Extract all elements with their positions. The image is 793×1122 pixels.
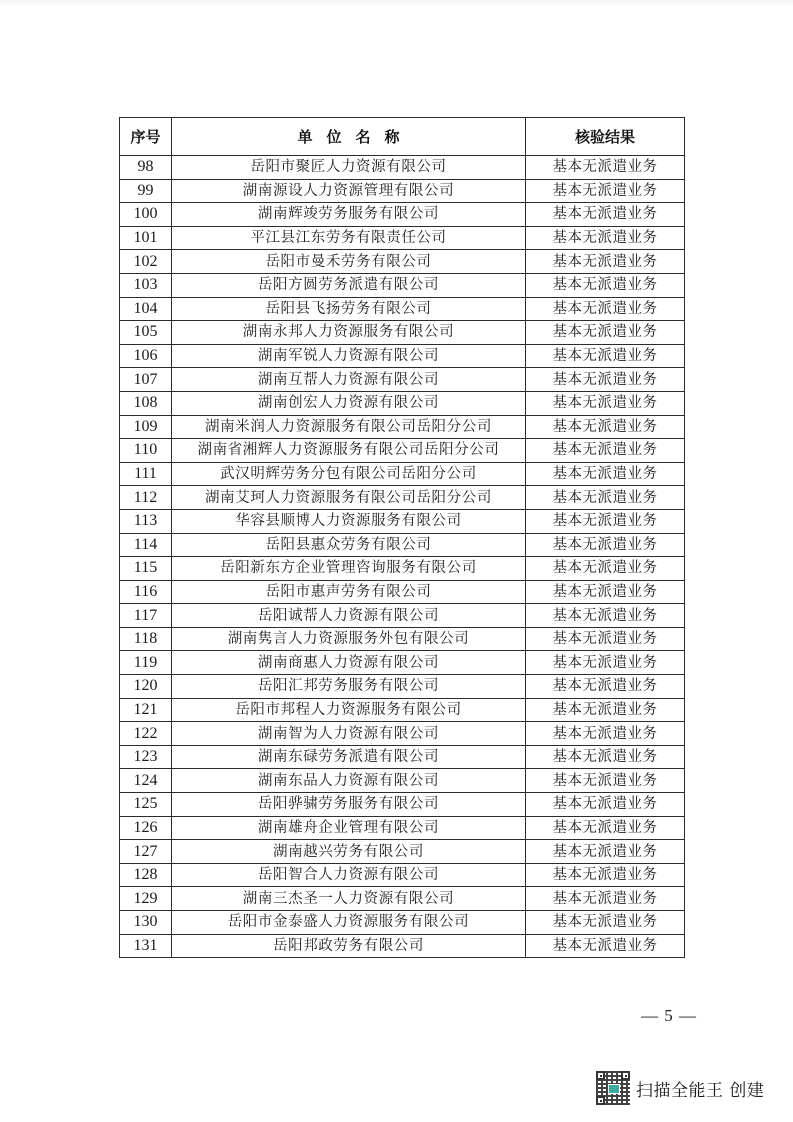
row-company-name: 湖南永邦人力资源服务有限公司 [172, 321, 526, 345]
row-verification-result: 基本无派遣业务 [526, 203, 685, 227]
table-row [120, 911, 685, 935]
row-seq: 111 [120, 462, 172, 486]
table-header-row [120, 118, 685, 156]
row-verification-result: 基本无派遣业务 [526, 840, 685, 864]
row-verification-result: 基本无派遣业务 [526, 509, 685, 533]
row-verification-result: 基本无派遣业务 [526, 557, 685, 581]
row-company-name: 岳阳骅骕劳务服务有限公司 [172, 793, 526, 817]
row-company-name: 岳阳市惠声劳务有限公司 [172, 580, 526, 604]
table-row [120, 887, 685, 911]
scanner-watermark [596, 1071, 764, 1105]
row-company-name: 岳阳市邦程人力资源服务有限公司 [172, 698, 526, 722]
table-row [120, 934, 685, 958]
row-verification-result: 基本无派遣业务 [526, 179, 685, 203]
row-verification-result: 基本无派遣业务 [526, 462, 685, 486]
row-verification-result: 基本无派遣业务 [526, 627, 685, 651]
row-verification-result: 基本无派遣业务 [526, 156, 685, 180]
table-row [120, 604, 685, 628]
table-row [120, 462, 685, 486]
row-verification-result: 基本无派遣业务 [526, 651, 685, 675]
row-verification-result: 基本无派遣业务 [526, 816, 685, 840]
table-row [120, 627, 685, 651]
row-company-name: 湖南越兴劳务有限公司 [172, 840, 526, 864]
row-seq: 118 [120, 627, 172, 651]
table-row [120, 580, 685, 604]
qr-code-icon [596, 1071, 630, 1105]
row-seq: 99 [120, 179, 172, 203]
row-seq: 105 [120, 321, 172, 345]
row-verification-result: 基本无派遣业务 [526, 604, 685, 628]
row-seq: 109 [120, 415, 172, 439]
row-verification-result: 基本无派遣业务 [526, 486, 685, 510]
row-seq: 106 [120, 344, 172, 368]
row-verification-result: 基本无派遣业务 [526, 745, 685, 769]
table-row [120, 156, 685, 180]
row-verification-result: 基本无派遣业务 [526, 722, 685, 746]
row-seq: 114 [120, 533, 172, 557]
row-company-name: 岳阳县惠众劳务有限公司 [172, 533, 526, 557]
row-verification-result: 基本无派遣业务 [526, 391, 685, 415]
table-row [120, 273, 685, 297]
row-company-name: 岳阳智合人力资源有限公司 [172, 863, 526, 887]
row-company-name: 湖南源设人力资源管理有限公司 [172, 179, 526, 203]
row-company-name: 华容县顺博人力资源服务有限公司 [172, 509, 526, 533]
row-seq: 125 [120, 793, 172, 817]
row-company-name: 湖南三杰圣一人力资源有限公司 [172, 887, 526, 911]
row-seq: 122 [120, 722, 172, 746]
row-seq: 104 [120, 297, 172, 321]
row-verification-result: 基本无派遣业务 [526, 321, 685, 345]
row-verification-result: 基本无派遣业务 [526, 297, 685, 321]
table-row [120, 816, 685, 840]
table-row [120, 722, 685, 746]
row-company-name: 湖南隽言人力资源服务外包有限公司 [172, 627, 526, 651]
table-row [120, 863, 685, 887]
row-seq: 110 [120, 439, 172, 463]
row-seq: 107 [120, 368, 172, 392]
row-company-name: 岳阳新东方企业管理咨询服务有限公司 [172, 557, 526, 581]
row-company-name: 湖南艾珂人力资源服务有限公司岳阳分公司 [172, 486, 526, 510]
company-verification-table [119, 117, 685, 958]
table-row [120, 509, 685, 533]
row-company-name: 湖南军锐人力资源有限公司 [172, 344, 526, 368]
header-company-name: 单位名称 [172, 118, 526, 156]
header-seq: 序号 [120, 118, 172, 156]
page-number: — 5 — [641, 1006, 697, 1025]
scan-top-edge [0, 0, 793, 6]
table-row [120, 297, 685, 321]
row-seq: 102 [120, 250, 172, 274]
row-verification-result: 基本无派遣业务 [526, 533, 685, 557]
row-seq: 127 [120, 840, 172, 864]
row-company-name: 湖南东碌劳务派遣有限公司 [172, 745, 526, 769]
table-row [120, 415, 685, 439]
row-company-name: 湖南辉竣劳务服务有限公司 [172, 203, 526, 227]
row-verification-result: 基本无派遣业务 [526, 368, 685, 392]
table-row [120, 391, 685, 415]
row-seq: 123 [120, 745, 172, 769]
row-company-name: 湖南省湘辉人力资源服务有限公司岳阳分公司 [172, 439, 526, 463]
table-row [120, 250, 685, 274]
row-seq: 116 [120, 580, 172, 604]
table-row [120, 344, 685, 368]
row-company-name: 湖南创宏人力资源有限公司 [172, 391, 526, 415]
row-seq: 117 [120, 604, 172, 628]
row-company-name: 湖南雄舟企业管理有限公司 [172, 816, 526, 840]
row-company-name: 岳阳汇邦劳务服务有限公司 [172, 675, 526, 699]
row-verification-result: 基本无派遣业务 [526, 793, 685, 817]
table-row [120, 203, 685, 227]
row-seq: 113 [120, 509, 172, 533]
row-seq: 130 [120, 911, 172, 935]
row-verification-result: 基本无派遣业务 [526, 580, 685, 604]
header-verification-result: 核验结果 [526, 118, 685, 156]
row-company-name: 岳阳邦政劳务有限公司 [172, 934, 526, 958]
table-row [120, 651, 685, 675]
row-seq: 115 [120, 557, 172, 581]
row-seq: 103 [120, 273, 172, 297]
row-verification-result: 基本无派遣业务 [526, 250, 685, 274]
row-company-name: 湖南智为人力资源有限公司 [172, 722, 526, 746]
row-verification-result: 基本无派遣业务 [526, 344, 685, 368]
watermark-text: 扫描全能王 创建 [636, 1080, 765, 1101]
row-seq: 126 [120, 816, 172, 840]
table-row [120, 486, 685, 510]
row-company-name: 湖南米润人力资源服务有限公司岳阳分公司 [172, 415, 526, 439]
table-body [120, 156, 685, 958]
row-seq: 120 [120, 675, 172, 699]
table-row [120, 769, 685, 793]
row-company-name: 岳阳方圆劳务派遣有限公司 [172, 273, 526, 297]
row-verification-result: 基本无派遣业务 [526, 439, 685, 463]
row-verification-result: 基本无派遣业务 [526, 226, 685, 250]
row-seq: 101 [120, 226, 172, 250]
table-row [120, 368, 685, 392]
table-row [120, 745, 685, 769]
row-verification-result: 基本无派遣业务 [526, 863, 685, 887]
row-company-name: 湖南商惠人力资源有限公司 [172, 651, 526, 675]
table-row [120, 840, 685, 864]
row-company-name: 武汉明辉劳务分包有限公司岳阳分公司 [172, 462, 526, 486]
table-row [120, 533, 685, 557]
row-seq: 129 [120, 887, 172, 911]
row-seq: 108 [120, 391, 172, 415]
row-company-name: 岳阳诚帮人力资源有限公司 [172, 604, 526, 628]
row-company-name: 岳阳市金泰盛人力资源服务有限公司 [172, 911, 526, 935]
table-row [120, 226, 685, 250]
row-verification-result: 基本无派遣业务 [526, 415, 685, 439]
table-row [120, 557, 685, 581]
row-verification-result: 基本无派遣业务 [526, 769, 685, 793]
row-verification-result: 基本无派遣业务 [526, 273, 685, 297]
table-row [120, 321, 685, 345]
table-row [120, 698, 685, 722]
row-verification-result: 基本无派遣业务 [526, 911, 685, 935]
row-verification-result: 基本无派遣业务 [526, 675, 685, 699]
row-company-name: 湖南互帮人力资源有限公司 [172, 368, 526, 392]
row-seq: 124 [120, 769, 172, 793]
row-seq: 128 [120, 863, 172, 887]
table-row [120, 793, 685, 817]
row-seq: 119 [120, 651, 172, 675]
table-row [120, 439, 685, 463]
row-verification-result: 基本无派遣业务 [526, 887, 685, 911]
row-seq: 121 [120, 698, 172, 722]
row-company-name: 岳阳市聚匠人力资源有限公司 [172, 156, 526, 180]
row-verification-result: 基本无派遣业务 [526, 934, 685, 958]
table-row [120, 179, 685, 203]
row-seq: 112 [120, 486, 172, 510]
table-row [120, 675, 685, 699]
row-company-name: 岳阳市曼禾劳务有限公司 [172, 250, 526, 274]
row-company-name: 平江县江东劳务有限责任公司 [172, 226, 526, 250]
row-seq: 131 [120, 934, 172, 958]
row-company-name: 岳阳县飞扬劳务有限公司 [172, 297, 526, 321]
row-seq: 98 [120, 156, 172, 180]
row-company-name: 湖南东品人力资源有限公司 [172, 769, 526, 793]
row-seq: 100 [120, 203, 172, 227]
row-verification-result: 基本无派遣业务 [526, 698, 685, 722]
